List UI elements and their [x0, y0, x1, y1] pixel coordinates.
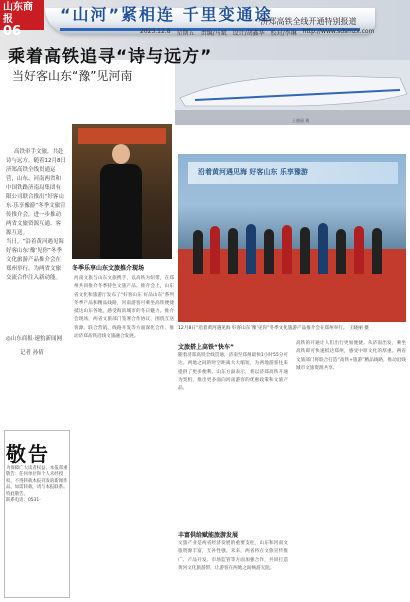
subheadline: 当好客山东“豫”见河南 — [12, 69, 133, 83]
stage-banner — [78, 128, 166, 144]
article-column-2: 随着济郑高铁全线贯通，济南至郑州最快1小时55分可达。两地之间的时空距离大大缩短，为两地游客往来提供了更多便利。山东方面表示，将以济郑高铁开通为契机，推出更多面向河南游客的优惠政策和文旅产品。 — [178, 353, 288, 392]
speaker-head — [112, 144, 130, 164]
lead-paragraph-1: 高铁牵手文旅，共赴诗与远方。随着12月8日济郑高铁全线贯通运营，山东、河南两省和中国铁路济南局集团有限公司联合推出“好客山东·乐享豫游”冬季文旅宣传推介会，进一步推动两省文旅资源互通、客源互送。 — [6, 149, 66, 236]
speaker-body — [100, 164, 142, 259]
article-column-4: 文旅产业是两省经济发展的重要支柱，山东和河南文旅资源丰富，互补性强。未来，两省将在文旅宣传推广、产品开发、市场监管等方面加强合作，共同打造黄河文化旅游带，让游客在两地之间畅游无阻。 — [178, 541, 288, 571]
notice-text — [6, 466, 68, 504]
banner-title: “山河”紧相连 千里变通途 — [60, 5, 273, 24]
author: 记者 孙倩 — [20, 350, 44, 356]
banner-subtitle: ·济郑高铁全线开通特别报道 — [258, 17, 357, 26]
photo2-caption: 12月8日“沿着黄河遇见海 好客山东‘豫’见你”冬季文化旅游产品推介会在郑州举行。 王晓丽 摄 — [178, 326, 369, 331]
article-column-1: 河南文旅与山东文旅携手，以高铁为纽带，在郑州共同推介冬季特色文旅产品。推介会上，山东省文化和旅游厅发布了“好客山东 好品山东”系列冬季产品和精品线路，河南游客可乘坐高铁便捷抵达山东各地，感受海滨城市的冬日魅力。推介会现场，两省文旅部门签署合作协议，围绕互送客源、联合营销、线路开发等方面深化合作，推动济郑高铁沿线文旅融合发展。 — [74, 276, 174, 340]
section-label: 山东商报 — [3, 2, 33, 25]
notice-body: 为保障广大读者权益，本报郑重敬告：任何单位和个人未经授权，不得转载本报刊发的新闻作品。如需转载，请与本报联系。特此敬告。 — [6, 466, 68, 497]
subhead-b: 丰富供给赋能旅游发展 — [178, 532, 239, 539]
page-number: 06 — [3, 24, 22, 39]
event-group-photo — [178, 154, 406, 322]
issue-date: 2023.12.8 — [140, 28, 171, 35]
speaker-photo — [72, 124, 172, 259]
subhead-a: 文旅搭上高铁“快车” — [178, 344, 234, 351]
proofreader: 校对/李琳 — [270, 30, 297, 37]
lead-text — [6, 148, 66, 283]
headline: 乘着高铁追寻“诗与远方” — [8, 47, 213, 67]
event-backdrop-text: 沿着黄河遇见海 好客山东 乐享豫游 — [198, 168, 308, 176]
section-tag — [0, 0, 44, 39]
editor: 责编/马斌 — [200, 30, 227, 37]
website[interactable]: http://www.sdsmzx.com — [302, 28, 375, 35]
designer: 设计/胡鑫华 — [232, 30, 265, 37]
lead-byline: ◎山东商报·速豹新闻网 — [6, 336, 63, 342]
issue-weekday: 星期五 — [176, 30, 195, 37]
article-column-3: 高铁的开通让人们出行更加便捷。从济南出发，乘坐高铁即可快速抵达郑州，感受中原文化的厚重。两省文旅部门将联合打造“高铁+旅游”精品线路，推动沿线城市文旅资源共享。 — [296, 341, 406, 371]
photo1-caption: 冬季乐享山东文旅推介现场 — [72, 265, 145, 272]
train-photo — [175, 60, 410, 125]
notice-contact: 联系电话：0531- — [6, 498, 41, 504]
notice-title: 敬告 — [6, 442, 50, 466]
group-people — [188, 214, 398, 274]
issue-info-bar — [140, 28, 410, 38]
photo-credit: 王晓丽 摄 — [292, 118, 310, 123]
lead-paragraph-2: 当日，“沿着黄河遇见海 好客山东‘豫’见你”冬季文化旅游产品推介会在郑州举行，为两省文旅交流合作注入新动能。 — [6, 239, 64, 281]
